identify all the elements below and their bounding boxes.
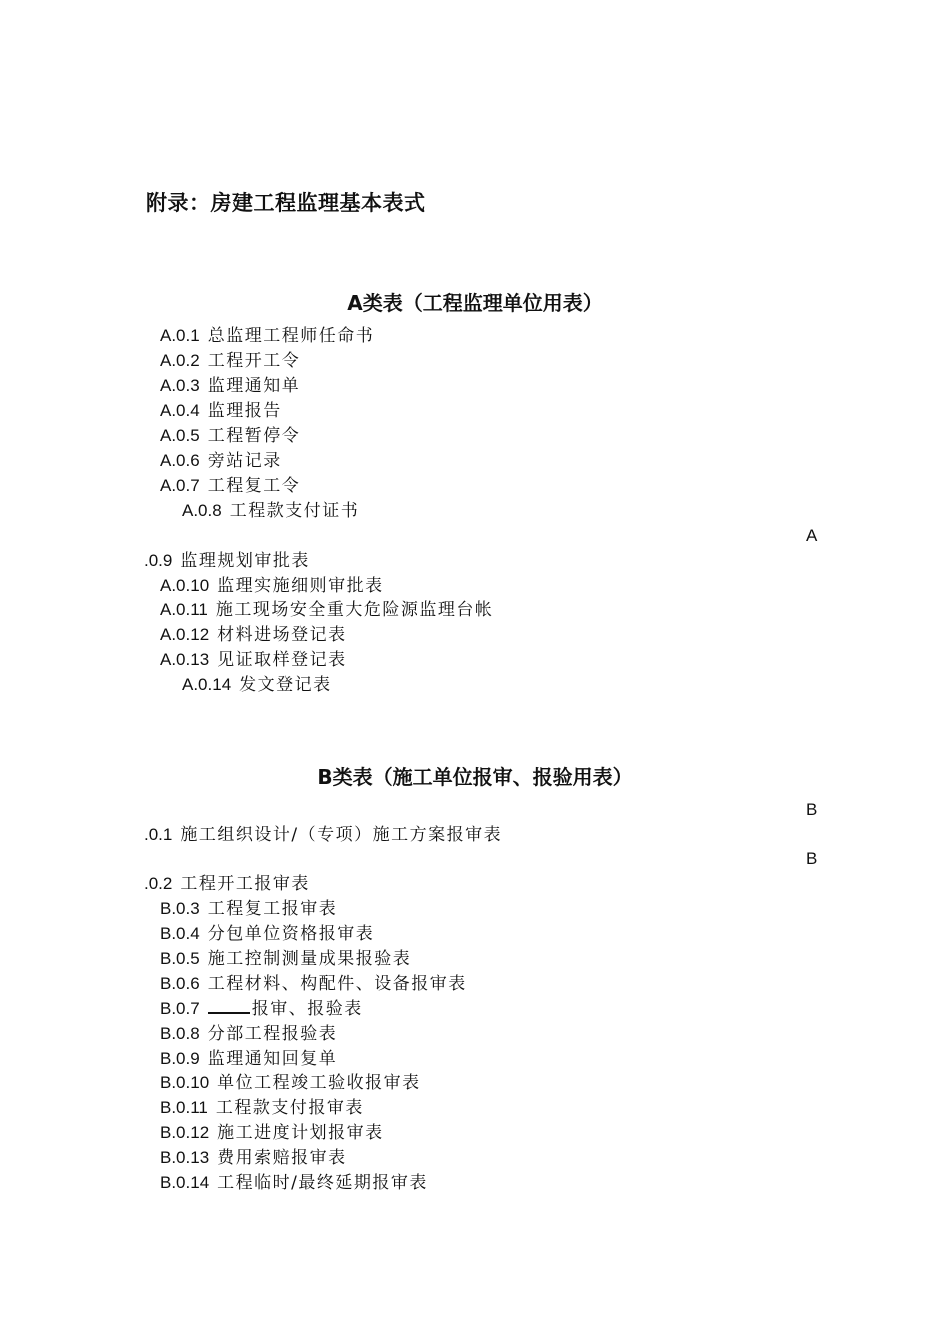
item-code: .0.9 [144,551,173,570]
list-item [160,1172,428,1194]
item-code: B.0.11 [160,1098,208,1117]
item-code: B.0.4 [160,924,200,943]
list-item [160,1122,384,1144]
list-item [160,450,282,472]
list-item [160,1048,337,1070]
item-name: 监理实施细则审批表 [217,576,384,596]
list-item [160,350,300,372]
list-item [160,898,337,920]
item-code: A.0.8 [182,501,222,520]
item-name: 施工组织设计/（专项）施工方案报审表 [180,825,503,845]
list-item [160,923,374,945]
list-item [182,674,332,696]
section-b-heading: B类表（施工单位报审、报验用表） [317,765,633,789]
item-name: 施工进度计划报审表 [217,1123,384,1143]
item-name: 工程暂停令 [207,426,301,446]
list-item [160,998,363,1020]
item-name: 工程材料、构配件、设备报审表 [207,974,467,994]
item-name: 旁站记录 [207,451,282,471]
item-name: 工程复工令 [207,476,301,496]
item-name: 监理规划审批表 [180,551,310,571]
item-code: .0.2 [144,874,173,893]
wrapped-code-prefix: B [806,800,818,819]
list-item [160,649,347,671]
item-name: 见证取样登记表 [217,650,347,670]
item-code: A.0.3 [160,376,200,395]
item-code: B.0.13 [160,1148,210,1167]
item-code: A.0.1 [160,326,200,345]
item-code: A.0.11 [160,600,208,619]
list-item [144,550,310,572]
wrapped-code-prefix: A [806,526,818,545]
page-title: 附录：房建工程监理基本表式 [146,191,426,215]
item-code: B.0.5 [160,949,200,968]
item-name: 分部工程报验表 [207,1024,338,1044]
item-code: B.0.8 [160,1024,200,1043]
item-code: B.0.10 [160,1073,210,1092]
list-item [160,375,300,397]
item-name: 工程开工报审表 [180,874,310,894]
list-item [144,873,310,895]
item-name: 监理通知回复单 [207,1049,338,1069]
list-item [182,500,359,522]
item-name: 报审、报验表 [251,999,363,1019]
item-name: 费用索赔报审表 [217,1148,347,1168]
item-code: A.0.10 [160,576,210,595]
item-code: A.0.12 [160,625,210,644]
list-item [160,475,300,497]
item-code: .0.1 [144,825,173,844]
item-code: A.0.7 [160,476,200,495]
item-name: 分包单位资格报审表 [207,924,375,944]
item-name: 施工现场安全重大危险源监理台帐 [215,600,494,620]
item-code: A.0.13 [160,650,210,669]
wrapped-code-prefix: B [806,849,818,868]
list-item [160,1023,337,1045]
list-item [160,973,467,995]
list-item [160,948,411,970]
item-code: B.0.12 [160,1123,210,1142]
list-item [160,624,347,646]
item-code: B.0.3 [160,899,200,918]
list-item [160,1097,364,1119]
item-name: 工程款支付证书 [229,501,360,521]
item-code: A.0.6 [160,451,200,470]
item-name: 发文登记表 [239,675,332,695]
list-item [160,425,300,447]
item-name: 材料进场登记表 [217,625,347,645]
item-code: A.0.5 [160,426,200,445]
item-code: A.0.2 [160,351,200,370]
item-code: B.0.14 [160,1173,210,1192]
section-a-heading: A类表（工程监理单位用表） [347,291,603,315]
item-name: 工程临时/最终延期报审表 [217,1173,428,1193]
item-code: B.0.9 [160,1049,200,1068]
item-code: B.0.6 [160,974,200,993]
list-item [160,575,384,597]
item-name: 监理通知单 [207,376,301,396]
item-name: 工程开工令 [207,351,301,371]
list-item [160,400,282,422]
item-name: 监理报告 [207,401,282,421]
list-item [160,325,374,347]
list-item [160,1072,421,1094]
fill-in-blank [208,998,250,1014]
item-code: A.0.14 [182,675,232,694]
item-name: 工程复工报审表 [207,899,338,919]
list-item [160,599,493,621]
item-code: B.0.7 [160,999,200,1018]
list-item [144,824,502,846]
item-name: 施工控制测量成果报验表 [207,949,412,969]
list-item [160,1147,347,1169]
item-name: 单位工程竣工验收报审表 [217,1073,421,1093]
item-name: 总监理工程师任命书 [207,326,375,346]
item-code: A.0.4 [160,401,200,420]
item-name: 工程款支付报审表 [215,1098,364,1118]
